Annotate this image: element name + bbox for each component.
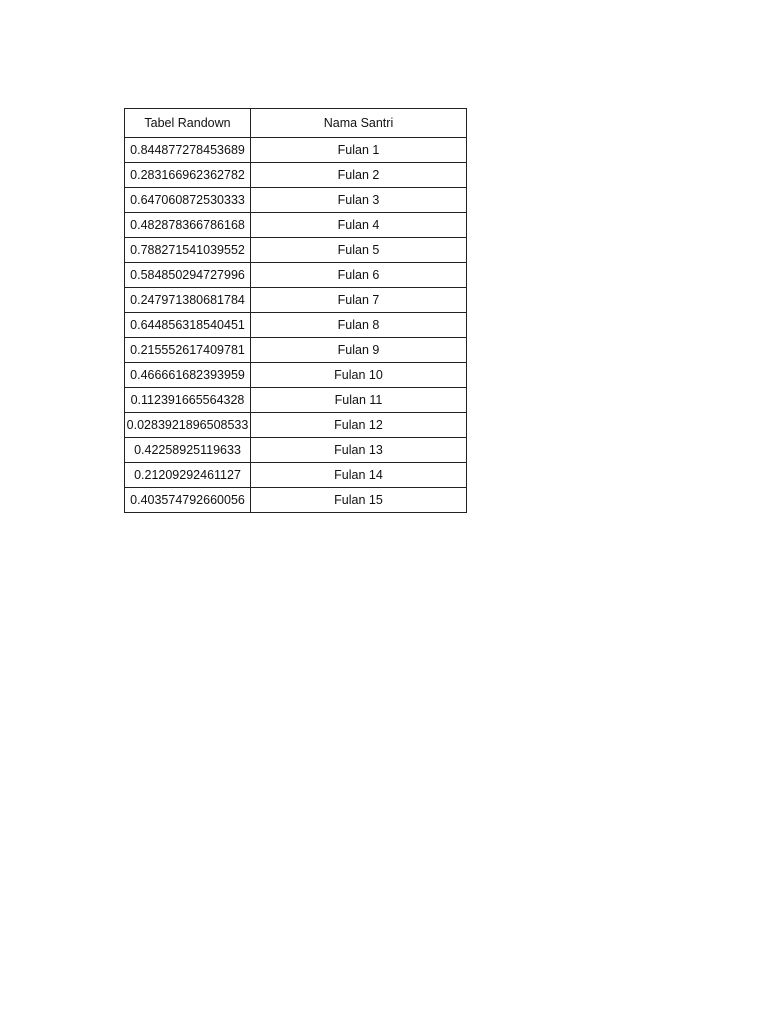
santri-name-cell: Fulan 15 (251, 488, 467, 513)
table-row (125, 488, 467, 513)
santri-name-cell: Fulan 14 (251, 463, 467, 488)
table-row (125, 463, 467, 488)
random-value-cell: 0.247971380681784 (125, 288, 251, 313)
random-value-cell: 0.466661682393959 (125, 363, 251, 388)
table-row (125, 288, 467, 313)
random-value-cell: 0.112391665564328 (125, 388, 251, 413)
santri-name-cell: Fulan 3 (251, 188, 467, 213)
santri-name-cell: Fulan 6 (251, 263, 467, 288)
table-row (125, 163, 467, 188)
santri-name-cell: Fulan 11 (251, 388, 467, 413)
random-value-cell: 0.215552617409781 (125, 338, 251, 363)
random-value-cell: 0.647060872530333 (125, 188, 251, 213)
table-row (125, 413, 467, 438)
header-nama-santri: Nama Santri (251, 109, 467, 138)
random-value-cell: 0.788271541039552 (125, 238, 251, 263)
santri-name-cell: Fulan 10 (251, 363, 467, 388)
table-row (125, 138, 467, 163)
table-row (125, 238, 467, 263)
random-value-cell: 0.844877278453689 (125, 138, 251, 163)
random-value-cell: 0.283166962362782 (125, 163, 251, 188)
santri-name-cell: Fulan 7 (251, 288, 467, 313)
random-value-cell: 0.0283921896508533 (125, 413, 251, 438)
random-value-cell: 0.584850294727996 (125, 263, 251, 288)
random-value-cell: 0.21209292461127 (125, 463, 251, 488)
table-row (125, 213, 467, 238)
santri-name-cell: Fulan 5 (251, 238, 467, 263)
table-row (125, 363, 467, 388)
santri-name-cell: Fulan 13 (251, 438, 467, 463)
table-header (125, 109, 467, 138)
table-row (125, 263, 467, 288)
santri-name-cell: Fulan 8 (251, 313, 467, 338)
random-value-cell: 0.42258925119633 (125, 438, 251, 463)
header-tabel-randown: Tabel Randown (125, 109, 251, 138)
table-row (125, 438, 467, 463)
header-row (125, 109, 467, 138)
random-santri-table (124, 108, 467, 513)
santri-name-cell: Fulan 9 (251, 338, 467, 363)
table-row (125, 338, 467, 363)
random-value-cell: 0.403574792660056 (125, 488, 251, 513)
table-body (125, 138, 467, 513)
santri-name-cell: Fulan 2 (251, 163, 467, 188)
table-row (125, 388, 467, 413)
random-value-cell: 0.644856318540451 (125, 313, 251, 338)
santri-name-cell: Fulan 12 (251, 413, 467, 438)
santri-name-cell: Fulan 1 (251, 138, 467, 163)
santri-name-cell: Fulan 4 (251, 213, 467, 238)
random-value-cell: 0.482878366786168 (125, 213, 251, 238)
table-row (125, 188, 467, 213)
table-row (125, 313, 467, 338)
